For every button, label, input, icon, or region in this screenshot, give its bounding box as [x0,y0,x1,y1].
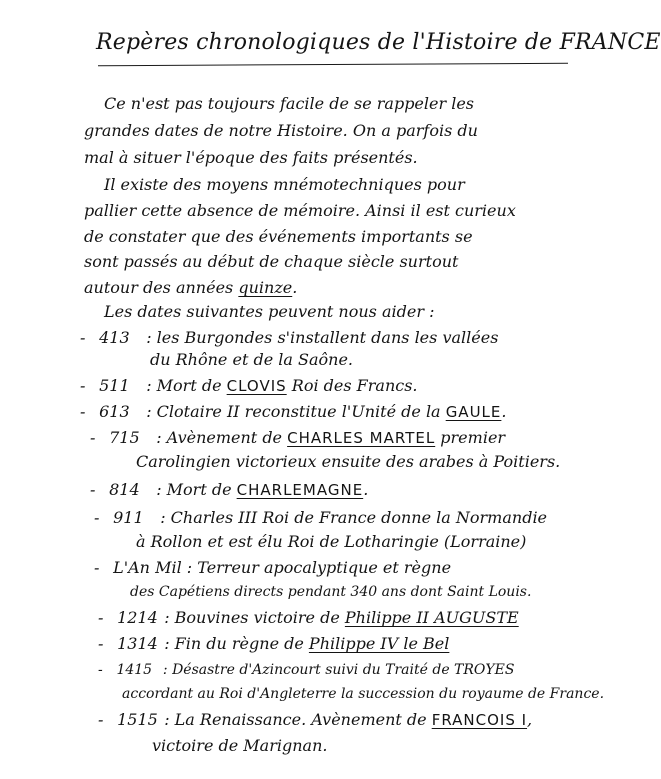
bullet-dash: - [94,558,100,577]
page-title: Repères chronologiques de l'Histoire de FRANCE [96,30,661,55]
intro-line: de constater que des événements importants se [84,227,473,246]
entry-text: , [527,710,533,729]
entry-text: : Avènement de [156,428,288,447]
intro-line: grandes dates de notre Histoire. On a parfois du [84,121,478,140]
entry-continuation: victoire de Marignan. [152,736,328,755]
entry-date: 1415 [116,662,153,678]
bullet-dash: - [80,402,86,421]
entry-date: 911 [113,508,144,527]
timeline-entry [90,428,505,448]
entry-text: : La Renaissance. Avènement de [164,710,432,729]
entry-text: : Charles III Roi de France donne la Normandie [160,508,548,527]
bullet-dash: - [90,480,96,499]
entry-text: : Désastre d'Azincourt suivi du Traité de TROYES [162,662,515,678]
bullet-dash: - [98,608,104,627]
bullet-dash: - [80,376,86,395]
bullet-dash: - [94,508,100,527]
intro-line: mal à situer l'époque des faits présentés. [84,148,418,167]
entry-continuation: des Capétiens directs pendant 340 ans dont Saint Louis. [130,584,532,600]
entry-date: 715 [109,428,140,447]
entry-date: 413 [99,328,130,347]
entry-text: premier [435,428,506,447]
entry-continuation: Carolingien victorieux ensuite des arabes à Poitiers. [136,452,561,471]
timeline-entry [98,608,519,628]
entry-text: . [501,402,507,421]
entry-date: 1515 [117,710,158,729]
timeline-entry [94,508,547,528]
entry-date: 814 [109,480,140,499]
entry-name: FRANCOIS I [431,711,528,729]
bullet-dash: - [90,428,96,447]
entry-date: 1314 [117,634,158,653]
timeline-entry [94,558,451,578]
entry-date: L'An Mil [113,558,182,577]
entry-text: : Bouvines victoire de [164,608,345,627]
bullet-dash: - [98,710,104,729]
entry-text: : Mort de [146,376,227,395]
timeline-entry [98,710,532,730]
intro-line: sont passés au début de chaque siècle surtout [84,252,459,271]
entry-text: : Mort de [156,480,237,499]
intro-line: Les dates suivantes peuvent nous aider : [104,302,435,321]
entry-name: Philippe II AUGUSTE [344,608,519,627]
timeline-entry [80,328,498,348]
entry-text: : Clotaire II reconstitue l'Unité de la [146,402,446,421]
entry-continuation: à Rollon et est élu Roi de Lotharingie (Lorraine) [136,532,527,551]
underlined-word: quinze [238,278,293,297]
timeline-entry [98,660,514,680]
entry-date: 613 [99,402,130,421]
bullet-dash: - [98,662,103,678]
bullet-dash: - [80,328,86,347]
intro-line: pallier cette absence de mémoire. Ainsi il est curieux [84,201,516,220]
entry-continuation: du Rhône et de la Saône. [150,350,353,369]
entry-name: CHARLES MARTEL [287,429,436,447]
entry-name: GAULE [445,403,502,421]
intro-text: autour des années [84,278,234,297]
entry-date: 511 [99,376,130,395]
intro-line: autour des années quinze. [84,278,298,297]
intro-line: Il existe des moyens mnémotechniques pour [104,175,465,194]
entry-text: : Terreur apocalyptique et règne [186,558,452,577]
entry-date: 1214 [117,608,158,627]
timeline-entry [90,480,368,500]
entry-name: CHARLEMAGNE [236,481,364,499]
entry-name: CLOVIS [226,377,287,395]
entry-text: Roi des Francs. [286,376,418,395]
timeline-entry [80,402,506,422]
title-underline [98,63,568,66]
entry-text: : Fin du règne de [164,634,309,653]
bullet-dash: - [98,634,104,653]
timeline-entry [80,376,418,396]
entry-continuation: accordant au Roi d'Angleterre la succession du royaume de France. [122,686,605,702]
entry-text: . [363,480,369,499]
intro-line: Ce n'est pas toujours facile de se rappeler les [104,94,475,113]
timeline-entry [98,634,449,654]
entry-name: Philippe IV le Bel [308,634,450,653]
entry-text: : les Burgondes s'installent dans les vallées [146,328,499,347]
